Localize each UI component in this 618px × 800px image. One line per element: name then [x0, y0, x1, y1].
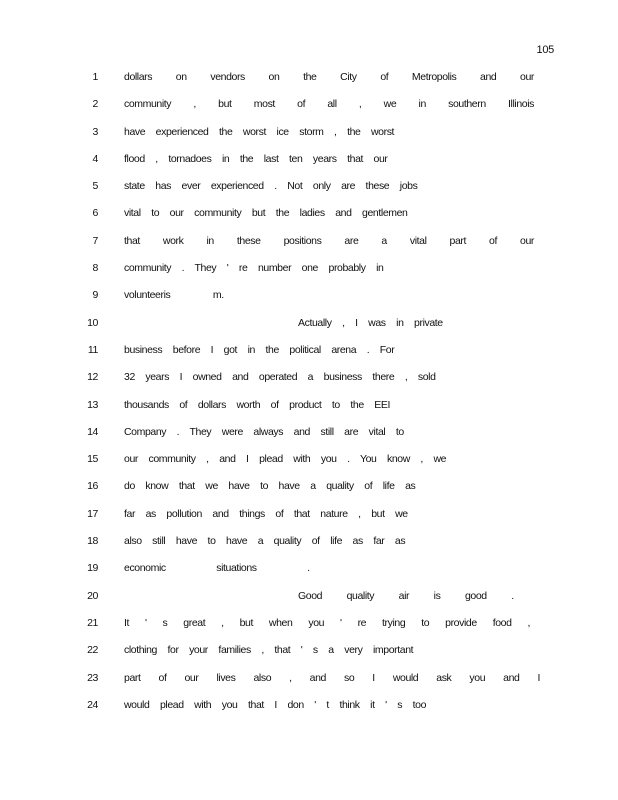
line-text: clothing for your families , that ' s a very important: [124, 644, 414, 657]
line-text: 32 years I owned and operated a business there , sold: [124, 371, 436, 384]
line-text: It ' s great , but when you ' re trying to provide food ,: [124, 616, 530, 629]
line-text: Company . They were always and still are vital to: [124, 425, 404, 438]
line-number: 12: [87, 371, 98, 384]
line-number: 22: [87, 644, 98, 657]
line-number: 19: [87, 562, 98, 575]
line-text: state has ever experienced . Not only are these jobs: [124, 180, 418, 193]
line-text: vital to our community but the ladies and gentlemen: [124, 207, 408, 220]
line-text: far as pollution and things of that nature , but we: [124, 507, 408, 520]
transcript-line: [0, 98, 618, 125]
line-text: community . They ' re number one probably in: [124, 262, 384, 275]
line-text: do know that we have to have a quality of life as: [124, 480, 416, 493]
transcript-line: [0, 562, 618, 589]
transcript-line: [0, 371, 618, 398]
line-text: flood , tornadoes in the last ten years that our: [124, 152, 388, 165]
line-text: community , but most of all , we in southern Illinois: [124, 98, 534, 111]
line-text: Good quality air is good .: [298, 589, 514, 602]
page-number: 105: [536, 44, 554, 56]
line-number: 10: [87, 316, 98, 329]
line-text: economic situations .: [124, 562, 310, 575]
line-number: 1: [92, 71, 98, 83]
transcript-line: [0, 508, 618, 535]
line-number: 17: [87, 507, 98, 520]
transcript-line: [0, 289, 618, 316]
line-number: 11: [87, 343, 98, 356]
transcript-line: [0, 426, 618, 453]
line-text: that work in these positions are a vital part of our: [124, 234, 534, 247]
line-text: Actually , I was in private: [298, 316, 443, 329]
transcript-line: [0, 180, 618, 207]
line-text: our community , and I plead with you . You know , we: [124, 453, 447, 466]
transcript-line: [0, 453, 618, 480]
transcript-line: [0, 262, 618, 289]
line-number: 23: [87, 671, 98, 684]
line-number: 14: [87, 425, 98, 438]
line-number: 3: [92, 125, 98, 138]
transcript-line: [0, 344, 618, 371]
line-text: business before I got in the political arena . For: [124, 343, 395, 356]
transcript-line: [0, 644, 618, 671]
line-text: dollars on vendors on the City of Metropolis and our: [124, 71, 534, 83]
transcript-line: [0, 535, 618, 562]
transcript-lines: [0, 71, 618, 726]
transcript-line: [0, 235, 618, 262]
transcript-line: [0, 699, 618, 726]
line-number: 4: [92, 152, 98, 165]
transcript-line: [0, 590, 618, 617]
line-text: have experienced the worst ice storm , the worst: [124, 125, 395, 138]
transcript-line: [0, 153, 618, 180]
transcript-line: [0, 480, 618, 507]
transcript-line: [0, 399, 618, 426]
line-number: 20: [87, 589, 98, 602]
transcript-line: [0, 126, 618, 153]
line-number: 21: [87, 616, 98, 629]
transcript-line: [0, 672, 618, 699]
line-text: volunteeris m.: [124, 289, 224, 302]
line-number: 16: [87, 480, 98, 493]
line-number: 6: [92, 207, 98, 220]
line-number: 18: [87, 535, 98, 548]
line-text: also still have to have a quality of life as far as: [124, 535, 406, 548]
transcript-line: [0, 71, 618, 98]
line-number: 7: [92, 234, 98, 247]
transcript-line: [0, 207, 618, 234]
line-number: 2: [92, 98, 98, 111]
line-number: 9: [92, 289, 98, 302]
line-text: would plead with you that I don ' t think it ' s too: [124, 698, 427, 711]
line-text: part of our lives also , and so I would ask you and I: [124, 671, 540, 684]
line-number: 5: [92, 180, 98, 193]
line-text: thousands of dollars worth of product to the EEI: [124, 398, 391, 411]
line-number: 8: [92, 262, 98, 275]
transcript-line: [0, 617, 618, 644]
line-number: 13: [87, 398, 98, 411]
line-number: 15: [87, 453, 98, 466]
transcript-line: [0, 317, 618, 344]
line-number: 24: [87, 698, 98, 711]
